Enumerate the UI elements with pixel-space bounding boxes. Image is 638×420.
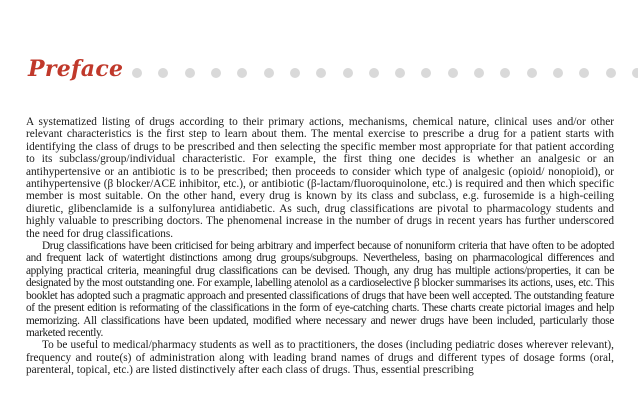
- decorative-dot: [237, 68, 247, 78]
- page-title: Preface: [28, 56, 124, 82]
- paragraph-1: A systematized listing of drugs according to their primary actions, mechanisms, chemical nature, clinical uses and/or other relevant characteristics is the first step to learn about them. The mental exercise to prescribe a drug for a patient starts with identifying the class of drugs to be prescribed and then selecting the specific member most appropriate for that patient according to its subclass/group/individual characteristic. For example, the first thing one decides is whether an analgesic or an antihypertensive or an antibiotic is to be prescribed; then proceeds to consider which type of analgesic (opioid/ nonopioid), or antihypertensive (β blocker/ACE inhibitor, etc.), or antibiotic (β-lactam/fluoroquinolone, etc.) is required and then which specific member is most suitable. On the other hand, every drug is known by its class and subclass, e.g. furosemide is a high-ceiling diuretic, glibenclamide is a sulfonylurea antidiabetic. As such, drug classifications are pivotal to pharmacology students and highly valuable to prescribing doctors. The phenomenal increase in the number of drugs in recent years has further underscored the need for drug classifications.: [26, 116, 614, 240]
- decorative-dot: [448, 68, 458, 78]
- decorative-dot: [632, 68, 638, 78]
- decorative-dot: [421, 68, 431, 78]
- decorative-dot: [500, 68, 510, 78]
- decorative-dot: [264, 68, 274, 78]
- decorative-dot-rule: [132, 67, 638, 79]
- decorative-dot: [316, 68, 326, 78]
- decorative-dot: [290, 68, 300, 78]
- decorative-dot: [132, 68, 142, 78]
- decorative-dot: [211, 68, 221, 78]
- decorative-dot: [158, 68, 168, 78]
- preface-heading-row: [28, 54, 618, 90]
- decorative-dot: [474, 68, 484, 78]
- decorative-dot: [395, 68, 405, 78]
- decorative-dot: [606, 68, 616, 78]
- decorative-dot: [185, 68, 195, 78]
- decorative-dot: [343, 68, 353, 78]
- preface-body: [26, 116, 614, 377]
- paragraph-2: Drug classifications have been criticised for being arbitrary and imperfect because of nonuniform criteria that have often to be adopted and frequent lack of watertight distinctions among drug groups/subgroups. Nevertheless, basing on pharmacological differences and applying practical criteria, meaningful drug classifications can be devised. Though, any drug has multiple actions/properties, it can be designated by the most outstanding one. For example, labelling atenolol as a cardioselective β blocker summarises its actions, uses, etc. This booklet has adopted such a pragmatic approach and presented classifications of drugs that have been well accepted. The outstanding feature of the present edition is reformating of the classifications in the form of eye-catching charts. These charts create pictorial images and help memorizing. All classifications have been updated, modified where necessary and newer drugs have been included, particularly those marketed recently.: [26, 240, 614, 339]
- decorative-dot: [579, 68, 589, 78]
- decorative-dot: [369, 68, 379, 78]
- paragraph-3: To be useful to medical/pharmacy students as well as to practitioners, the doses (including pediatric doses wherever relevant), frequency and route(s) of administration along with leading brand names of drugs and different types of dosage forms (oral, parenteral, topical, etc.) are listed distinctively after each class of drugs. Thus, essential prescribing: [26, 339, 614, 377]
- decorative-dot: [527, 68, 537, 78]
- decorative-dot: [553, 68, 563, 78]
